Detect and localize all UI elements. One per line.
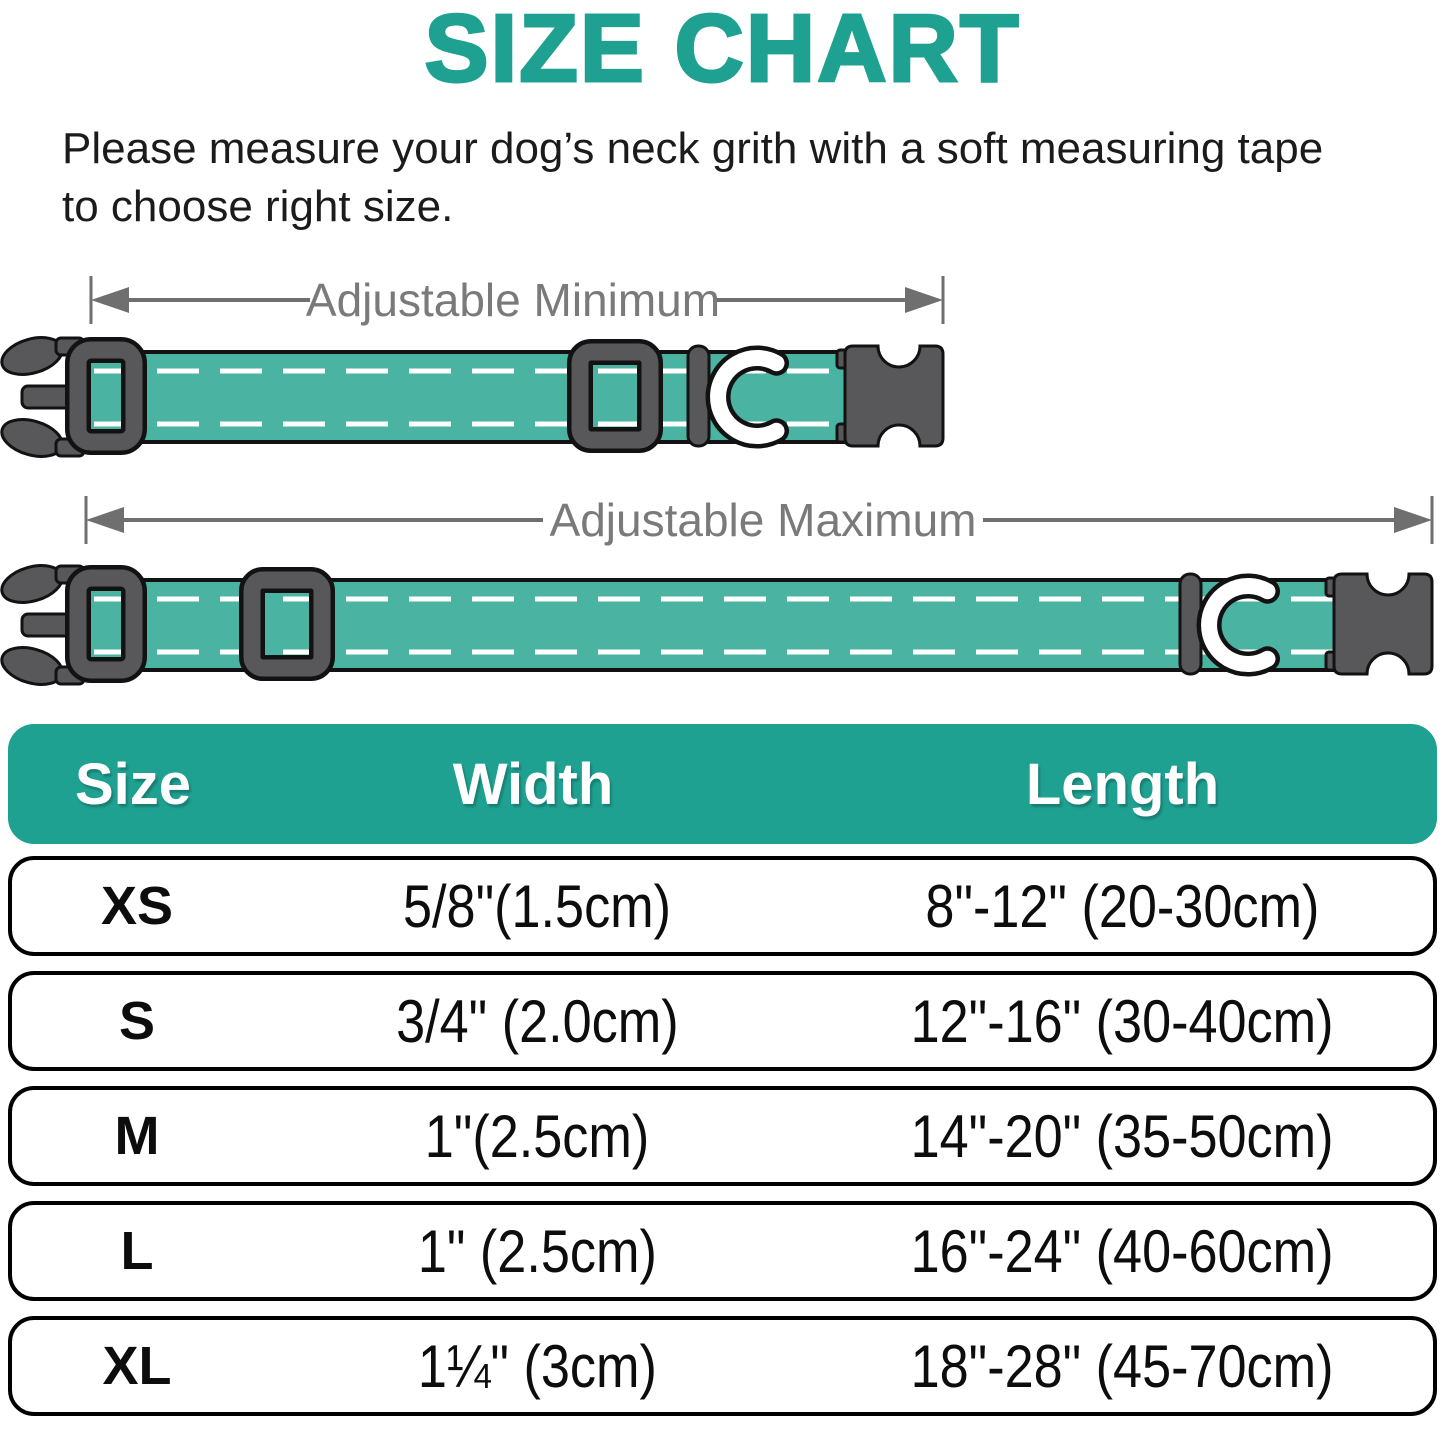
- adjustable-minimum-dimension: [78, 268, 958, 332]
- size-cell: S: [118, 991, 156, 1051]
- page-title: SIZE CHART: [424, 0, 1021, 102]
- collar-maximum-diagram: [0, 558, 1445, 693]
- table-header-row: [8, 724, 1437, 844]
- table-row-xs: [8, 856, 1437, 956]
- buckle-female-icon: [1326, 574, 1432, 674]
- table-row-s: [8, 971, 1437, 1071]
- column-header-length: Length: [1025, 751, 1220, 817]
- size-cell: XL: [102, 1336, 172, 1396]
- width-cell: 5/8"(1.5cm): [402, 872, 672, 940]
- width-cell: 1"(2.5cm): [424, 1102, 650, 1170]
- width-cell: 3/4" (2.0cm): [395, 987, 679, 1055]
- column-header-width: Width: [452, 751, 614, 817]
- adjustable-maximum-label: Adjustable Maximum: [549, 494, 977, 546]
- collar-minimum-diagram: [0, 330, 945, 465]
- arrowhead-left-icon: [86, 507, 124, 533]
- arrowhead-right-icon: [905, 287, 943, 313]
- buckle-female-icon: [837, 346, 943, 446]
- length-cell: 18"-28" (45-70cm): [911, 1332, 1334, 1400]
- table-row-m: [8, 1086, 1437, 1186]
- arrowhead-right-icon: [1394, 507, 1432, 533]
- length-cell: 16"-24" (40-60cm): [911, 1217, 1334, 1285]
- column-header-size: Size: [74, 751, 192, 817]
- instruction-line-1: Please measure your dog’s neck grith with a soft measuring tape: [62, 124, 1324, 173]
- adjustable-maximum-dimension: [73, 488, 1445, 552]
- size-table: [8, 724, 1437, 1416]
- table-row-xl: [8, 1316, 1437, 1416]
- instruction-text: [62, 120, 1432, 236]
- size-cell: XS: [100, 876, 174, 936]
- table-row-l: [8, 1201, 1437, 1301]
- length-cell: 8"-12" (20-30cm): [925, 872, 1320, 940]
- arrowhead-left-icon: [91, 287, 129, 313]
- width-cell: 1" (2.5cm): [417, 1217, 657, 1285]
- instruction-line-2: to choose right size.: [62, 182, 454, 232]
- size-cell: L: [120, 1221, 154, 1281]
- adjustable-minimum-label: Adjustable Minimum: [305, 274, 721, 326]
- size-cell: M: [114, 1106, 160, 1166]
- length-cell: 12"-16" (30-40cm): [911, 987, 1334, 1055]
- length-cell: 14"-20" (35-50cm): [911, 1102, 1334, 1170]
- width-cell: 1¼" (3cm): [417, 1332, 657, 1400]
